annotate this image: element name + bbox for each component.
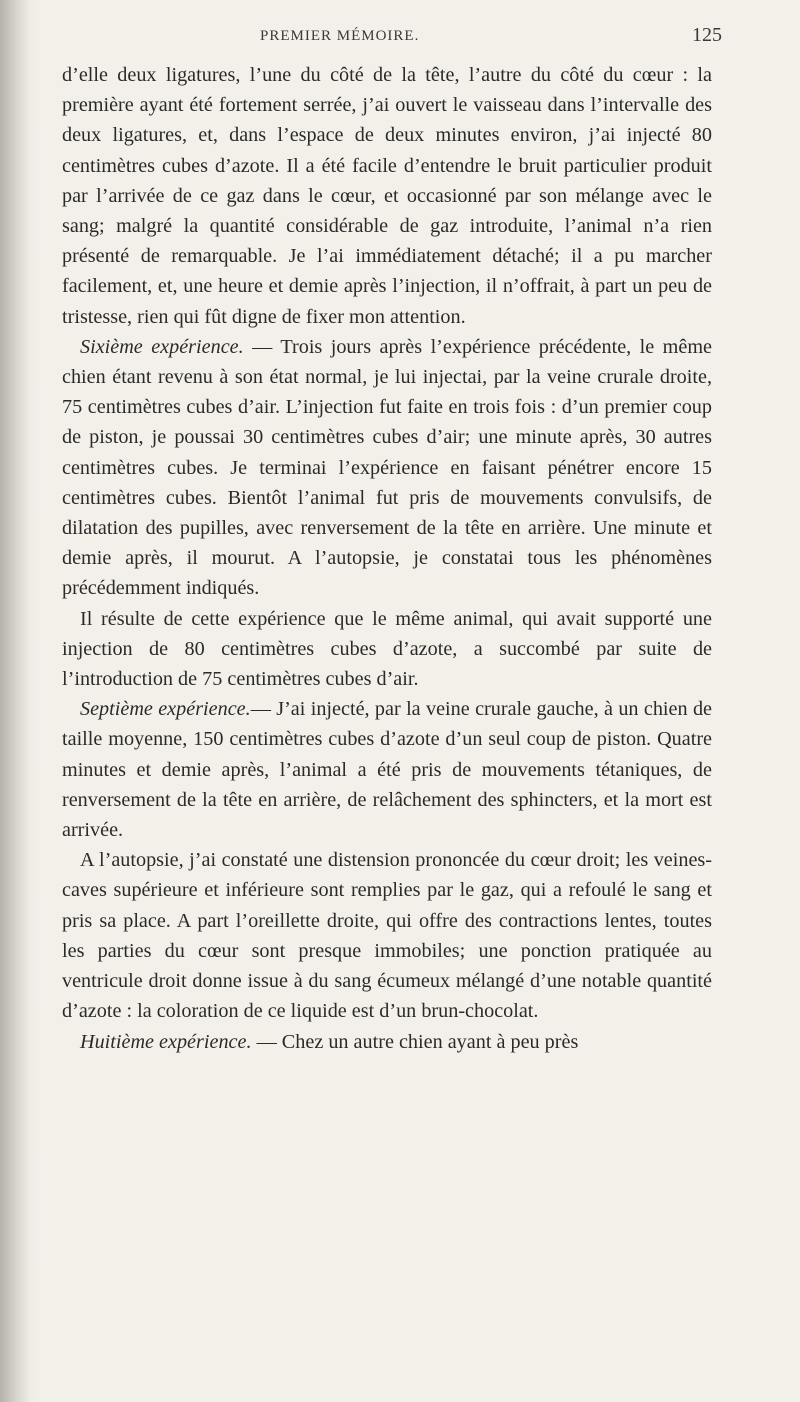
gutter-shadow [0, 0, 30, 1402]
running-title: PREMIER MÉMOIRE. [260, 28, 420, 44]
paragraph-6 [62, 1027, 712, 1057]
paragraph-2-text: — Trois jours après l’expérience précédente, le même chien étant revenu à son état normal, je lui injectai, par la veine crurale droite, 75 centimètres cubes d’air. L’injection fut faite en trois fois : d’un premier coup de piston, je poussai 30 centimètres cubes d’air; une minute après, 30 autres centimètres cubes. Je terminai l’expérience en faisant pénétrer encore 15 centimètres cubes. Bientôt l’animal fut pris de mouvements convulsifs, de dilatation des pupilles, avec renversement de la tête en arrière. Une minute et demie après, il mourut. A l’autopsie, je constatai tous les phénomènes précédemment indiqués. [62, 335, 712, 600]
paragraph-1: d’elle deux ligatures, l’une du côté de la tête, l’autre du côté du cœur : la première ayant été fortement serrée, j’ai ouvert le vaisseau dans l’intervalle des deux ligatures, et, dans l’espace de deux minutes environ, j’ai injecté 80 centimètres cubes d’azote. Il a été facile d’entendre le bruit particulier produit par l’arrivée de ce gaz dans le cœur, et occasionné par son mélange avec le sang; malgré la quantité considérable de gaz introduite, l’animal n’a rien présenté de remarquable. Je l’ai immédiatement détaché; il a pu marcher facilement, et, une heure et demie après l’injection, il n’offrait, à part un peu de tristesse, rien qui fût digne de fixer mon attention. [62, 64, 712, 328]
paragraph-5: A l’autopsie, j’ai constaté une distension prononcée du cœur droit; les veines-caves supérieure et inférieure sont remplies par le gaz, qui a refoulé le sang et pris sa place. A part l’oreillette droite, qui offre des contractions lentes, toutes les parties du cœur sont presque immobiles; une ponction pratiquée au ventricule droit donne issue à du sang écumeux mélangé d’une notable quantité d’azote : la coloration de ce liquide est d’un brun-chocolat. [62, 849, 712, 1023]
experiment-title-6: Sixième expérience. [80, 335, 244, 358]
page-number: 125 [692, 24, 722, 46]
experiment-title-8: Huitième expérience. [80, 1030, 252, 1053]
paragraph-2 [62, 332, 712, 604]
text-block [62, 60, 712, 1057]
running-head [60, 22, 722, 52]
paragraph-4-text: — J’ai injecté, par la veine crurale gauche, à un chien de taille moyenne, 150 centimètres cubes d’azote d’un seul coup de piston. Quatre minutes et demie après, l’animal a été pris de mouvements tétaniques, de renversement de la tête en arrière, de relâchement des sphincters, et la mort est arrivée. [62, 698, 712, 842]
experiment-title-7: Septième expérience. [80, 698, 251, 721]
paragraph-4 [62, 694, 712, 845]
paragraph-6-text: — Chez un autre chien ayant à peu près [251, 1030, 579, 1053]
paragraph-3: Il résulte de cette expérience que le même animal, qui avait supporté une injection de 80 centimètres cubes d’azote, a succombé par suite de l’introduction de 75 centimètres cubes d’air. [62, 607, 712, 691]
